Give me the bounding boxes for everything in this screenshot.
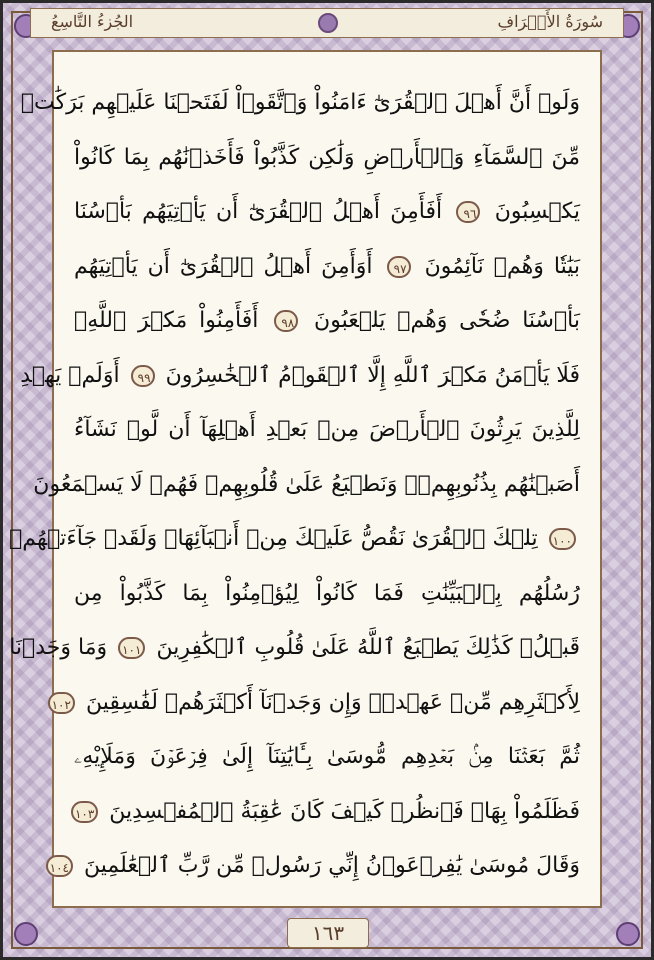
text-line — [74, 294, 580, 349]
verse-text: بَيَٰتٗا وَهُمۡ نَآئِمُونَ — [424, 253, 580, 279]
ayah-number-marker: ٩٨ — [274, 310, 298, 332]
header-ornament — [318, 13, 338, 33]
verse-text: أَصَبۡنَٰهُم بِذُنُوبِهِمۡۚ وَنَطۡبَعُ عَلَىٰ قُلُوبِهِمۡ فَهُمۡ لَا يَسۡمَعُونَ — [33, 471, 580, 497]
page-header — [30, 8, 624, 38]
ayah-number-marker: ٩٧ — [387, 256, 411, 278]
text-line — [20, 349, 580, 404]
verse-text: أَفَأَمِنَ أَهۡلُ ٱلۡقُرَىٰٓ أَن يَأۡتِيَهُم بَأۡسُنَا — [74, 199, 443, 224]
text-line — [33, 458, 580, 513]
text-lines — [9, 76, 581, 894]
verse-text: فَظَلَمُواْ بِهَاۖ فَٱنظُرۡ كَيۡفَ كَانَ عَٰقِبَةُ ٱلۡمُفۡسِدِينَ — [109, 798, 580, 824]
verse-text: بَأۡسُنَا ضُحٗى وَهُمۡ يَلۡعَبُونَ — [314, 308, 581, 333]
ayah-number-marker: ١٠١ — [118, 637, 145, 659]
surah-title: سُورَةُ الأَعۡرَافِ — [497, 12, 603, 31]
ayah-number-marker: ١٠٢ — [48, 692, 75, 714]
verse-text: أَوَأَمِنَ أَهۡلُ ٱلۡقُرَىٰٓ أَن يَأۡتِيَهُم — [74, 253, 373, 279]
ayah-number-marker: ١٠٠ — [549, 528, 576, 550]
juz-title: الجُزءُ التَّاسِعُ — [51, 12, 134, 31]
corner-ornament — [14, 922, 38, 946]
verse-text: وَمَا وَجَدۡنَا — [9, 635, 108, 660]
verse-text: يَكۡسِبُونَ — [494, 199, 580, 224]
verse-text: مِّنَ ٱلسَّمَآءِ وَٱلۡأَرۡضِ وَلَٰكِن كَذَّبُواْ فَأَخَذۡنَٰهُم بِمَا كَانُواْ — [74, 144, 580, 170]
verse-text: لِلَّذِينَ يَرِثُونَ ٱلۡأَرۡضَ مِنۢ بَعۡدِ أَهۡلِهَآ أَن لَّوۡ نَشَآءُ — [74, 417, 580, 442]
verse-text: أَوَلَمۡ يَهۡدِ — [20, 362, 120, 388]
verse-text: وَلَوۡ أَنَّ أَهۡلَ ٱلۡقُرَىٰٓ ءَامَنُواْ وَٱتَّقَوۡاْ لَفَتَحۡنَا عَلَيۡهِم بَرَكَٰتٖ — [20, 90, 580, 115]
text-line — [20, 76, 580, 131]
text-line — [74, 185, 580, 240]
text-line — [74, 567, 580, 622]
quran-text-panel — [9, 50, 602, 908]
ayah-number-marker: ١٠٣ — [71, 801, 98, 823]
verse-text: فَلَا يَأۡمَنُ مَكۡرَ ٱللَّهِ إِلَّا ٱلۡقَوۡمُ ٱلۡخَٰسِرُونَ — [165, 362, 580, 388]
text-line — [74, 785, 580, 840]
ayah-number-marker: ١٠٤ — [46, 855, 73, 877]
text-line — [51, 676, 580, 731]
text-line — [49, 839, 580, 894]
verse-text: ثُمَّ بَعَثۡنَا مِنۢ بَعۡدِهِم مُّوسَىٰ بِـَٔايَٰتِنَآ إِلَىٰ فِرۡعَوۡنَ وَمَلَإِيْهِۦ — [74, 744, 580, 769]
verse-text: أَفَأَمِنُواْ مَكۡرَ ٱللَّهِۚ — [74, 308, 259, 333]
verse-text: قَبۡلُۚ كَذَٰلِكَ يَطۡبَعُ ٱللَّهُ عَلَىٰ قُلُوبِ ٱلۡكَٰفِرِينَ — [156, 635, 580, 660]
ayah-number-marker: ٩٩ — [131, 365, 155, 387]
page-number: ١٦٣ — [287, 918, 369, 948]
text-line — [9, 512, 580, 567]
verse-text: لِأَكۡثَرِهِم مِّنۡ عَهۡدٖۖ وَإِن وَجَدۡنَآ أَكۡثَرَهُمۡ لَفَٰسِقِينَ — [85, 689, 580, 715]
verse-text: تِلۡكَ ٱلۡقُرَىٰ نَقُصُّ عَلَيۡكَ مِنۡ أَنۢبَآئِهَاۚ وَلَقَدۡ جَآءَتۡهُمۡ — [9, 526, 538, 551]
text-line — [74, 240, 580, 295]
text-line — [74, 131, 580, 186]
verse-text: وَقَالَ مُوسَىٰ يَٰفِرۡعَوۡنُ إِنِّي رَسُولٞ مِّن رَّبِّ ٱلۡعَٰلَمِينَ — [84, 853, 580, 878]
ayah-number-marker: ٩٦ — [456, 201, 480, 223]
corner-ornament — [616, 922, 640, 946]
text-line — [9, 621, 580, 676]
verse-text: رُسُلُهُم بِٱلۡبَيِّنَٰتِ فَمَا كَانُواْ لِيُؤۡمِنُواْ بِمَا كَذَّبُواْ مِن — [74, 580, 580, 606]
text-line — [74, 730, 580, 785]
text-line — [74, 403, 580, 458]
